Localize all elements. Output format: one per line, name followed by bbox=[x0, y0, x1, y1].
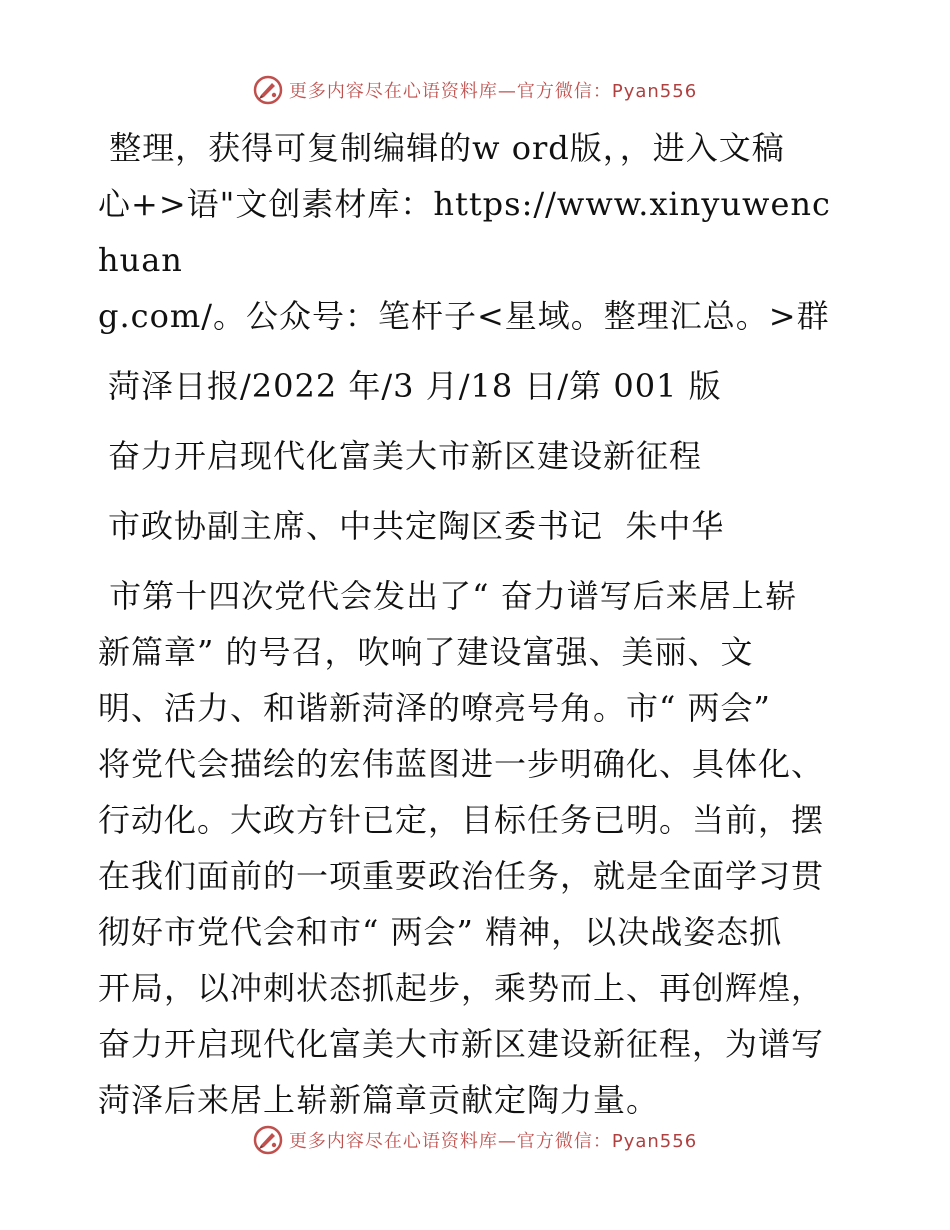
body-line: 彻好市党代会和市“ 两会” 精神，以决战姿态抓 bbox=[98, 913, 783, 951]
document-body bbox=[98, 120, 850, 1128]
intro-line-3: g.com/。公众号：笔杆子<星域。整理汇总。>群 bbox=[98, 297, 830, 335]
watermark-banner-bottom bbox=[0, 1120, 950, 1160]
body-line: 奋力开启现代化富美大市新区建设新征程，为谱写 bbox=[98, 1025, 825, 1063]
body-line: 新篇章” 的号召，吹响了建设富强、美丽、文 bbox=[98, 633, 754, 671]
wechat-id: Pyan556 bbox=[611, 1131, 698, 1152]
wechat-id: Pyan556 bbox=[611, 81, 698, 102]
logo-icon bbox=[253, 75, 283, 105]
body-line: 在我们面前的一项重要政治任务，就是全面学习贯 bbox=[98, 857, 825, 895]
intro-line-1: 整理，获得可复制编辑的w ord版，，进入文稿 bbox=[98, 129, 785, 167]
source-line: 菏泽日报/2022 年/3 月/18 日/第 001 版 bbox=[108, 367, 722, 405]
article-title: 奋力开启现代化富美大市新区建设新征程 bbox=[108, 437, 703, 475]
body-line: 开局，以冲刺状态抓起步，乘势而上、再创辉煌， bbox=[98, 969, 825, 1007]
logo-icon bbox=[253, 1125, 283, 1155]
body-line: 明、活力、和谐新菏泽的嘹亮号角。市“ 两会” bbox=[98, 689, 771, 727]
watermark-text: 更多内容尽在心语资料库—官方微信：Pyan556 bbox=[288, 81, 698, 102]
watermark-text: 更多内容尽在心语资料库—官方微信：Pyan556 bbox=[288, 1131, 698, 1152]
watermark-banner-top bbox=[0, 70, 950, 110]
body-line: 市第十四次党代会发出了“ 奋力谱写后来居上崭 bbox=[98, 577, 798, 615]
intro-line-2: 心+>语"文创素材库：https://www.xinyuwenchuan bbox=[98, 185, 831, 279]
body-line: 菏泽后来居上崭新篇章贡献定陶力量。 bbox=[98, 1081, 660, 1119]
body-line: 行动化。大政方针已定，目标任务已明。当前，摆 bbox=[98, 801, 825, 839]
body-line: 将党代会描绘的宏伟蓝图进一步明确化、具体化、 bbox=[98, 745, 825, 783]
article-paragraph bbox=[98, 568, 850, 1128]
author-line: 市政协副主席、中共定陶区委书记 朱中华 bbox=[108, 507, 725, 545]
